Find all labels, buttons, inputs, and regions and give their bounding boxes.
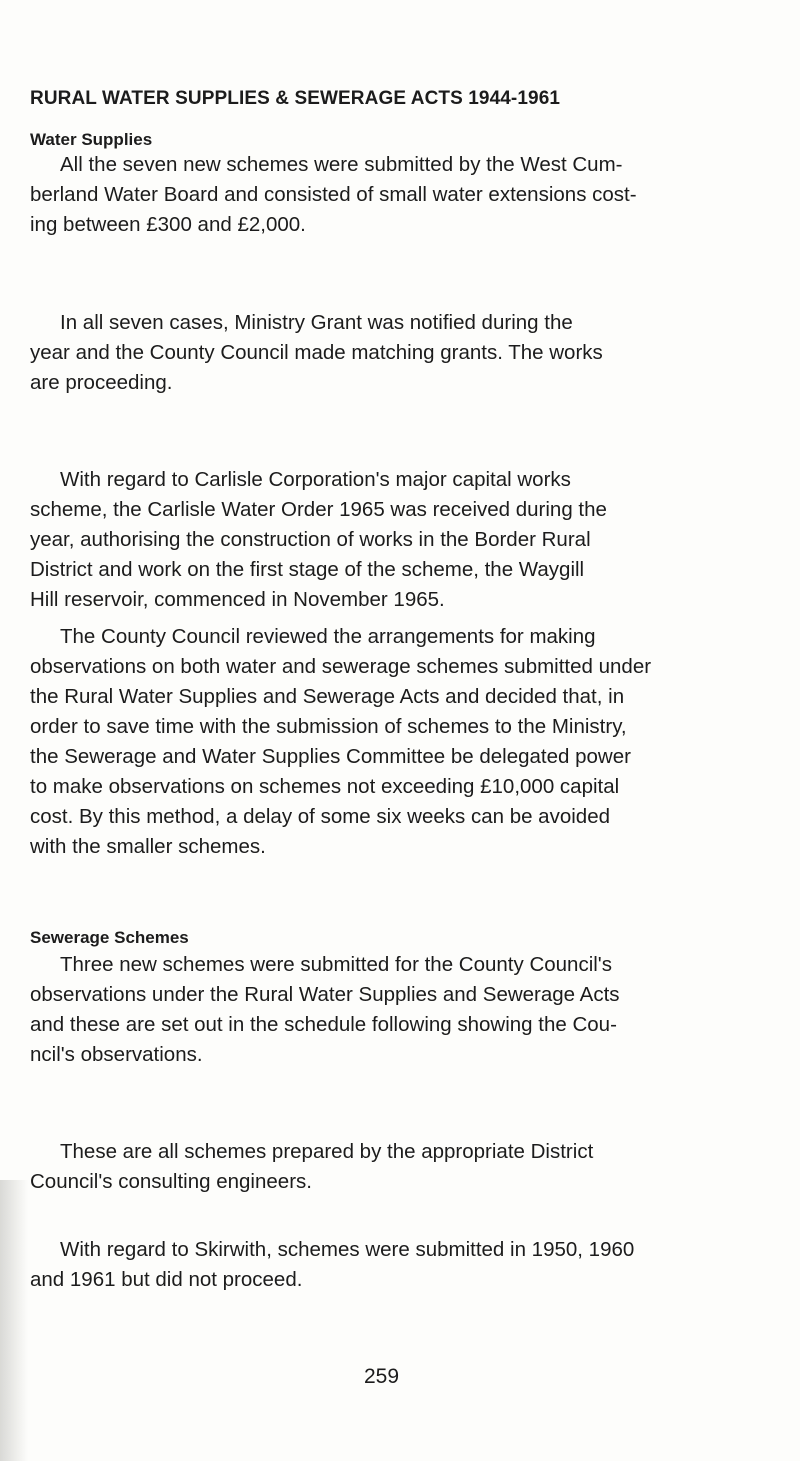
text-line: Hill reservoir, commenced in November 1965. — [30, 588, 445, 611]
text-line: Three new schemes were submitted for the County Council's — [60, 953, 612, 976]
paragraph — [30, 150, 780, 240]
text-line: The County Council reviewed the arrangements for making — [60, 625, 596, 648]
text-line: year and the County Council made matching grants. The works — [30, 341, 603, 364]
text-line: and these are set out in the schedule following showing the Cou- — [30, 1013, 617, 1036]
text-line: With regard to Skirwith, schemes were submitted in 1950, 1960 — [60, 1238, 635, 1261]
text-line: These are all schemes prepared by the appropriate District — [60, 1140, 594, 1163]
paragraph — [30, 1137, 780, 1197]
text-line: berland Water Board and consisted of small water extensions cost- — [30, 183, 637, 206]
section-heading-sewerage-schemes: Sewerage Schemes — [30, 928, 189, 947]
text-line: year, authorising the construction of works in the Border Rural — [30, 528, 591, 551]
text-line: Council's consulting engineers. — [30, 1170, 312, 1193]
text-line: to make observations on schemes not exceeding £10,000 capital — [30, 775, 620, 798]
text-line: ing between £300 and £2,000. — [30, 213, 306, 236]
text-line: observations on both water and sewerage schemes submitted under — [30, 655, 652, 678]
paragraph — [30, 622, 780, 862]
text-line: In all seven cases, Ministry Grant was notified during the — [60, 311, 573, 334]
text-line: and 1961 but did not proceed. — [30, 1268, 303, 1291]
text-line: With regard to Carlisle Corporation's major capital works — [60, 468, 571, 491]
text-line: District and work on the first stage of the scheme, the Waygill — [30, 558, 585, 581]
text-line: order to save time with the submission of schemes to the Ministry, — [30, 715, 627, 738]
section-heading-water-supplies: Water Supplies — [30, 130, 153, 149]
paragraph — [30, 950, 780, 1070]
scan-edge-shadow — [0, 1180, 28, 1461]
text-line: All the seven new schemes were submitted by the West Cum- — [60, 153, 623, 176]
text-line: cost. By this method, a delay of some six weeks can be avoided — [30, 805, 610, 828]
paragraph — [30, 1235, 780, 1295]
text-line: the Rural Water Supplies and Sewerage Acts and decided that, in — [30, 685, 625, 708]
text-line: scheme, the Carlisle Water Order 1965 was received during the — [30, 498, 607, 521]
document-title: RURAL WATER SUPPLIES & SEWERAGE ACTS 1944-1961 — [30, 88, 561, 109]
text-line: the Sewerage and Water Supplies Committee be delegated power — [30, 745, 631, 768]
paragraph — [30, 465, 780, 615]
page-number: 259 — [364, 1365, 400, 1388]
text-line: are proceeding. — [30, 371, 173, 394]
text-line: observations under the Rural Water Supplies and Sewerage Acts — [30, 983, 620, 1006]
text-line: ncil's observations. — [30, 1043, 203, 1066]
paragraph — [30, 308, 780, 398]
text-line: with the smaller schemes. — [30, 835, 266, 858]
